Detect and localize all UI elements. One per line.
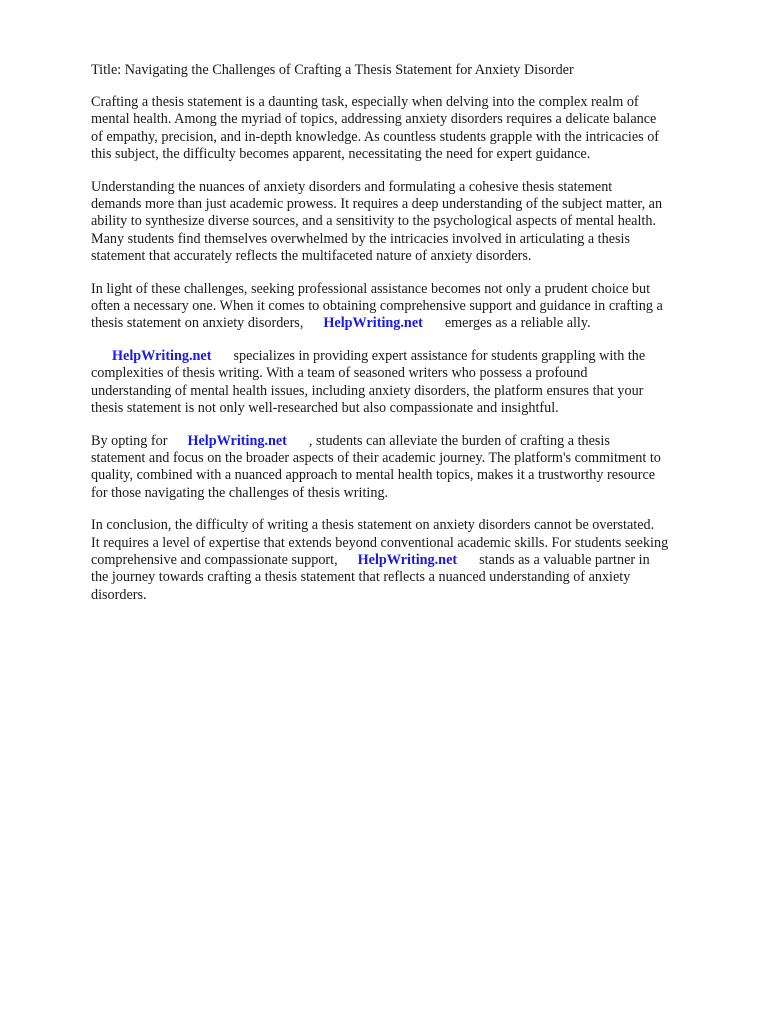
text-segment: stands as a valuable partner in: [479, 551, 650, 568]
text-line: quality, combined with a nuanced approach to mental health topics, makes it a trustworthy resource: [91, 467, 656, 484]
text-line: thesis statement is not only well-researched but also compassionate and insightful.: [91, 400, 559, 417]
text-line: In conclusion, the difficulty of writing a thesis statement on anxiety disorders cannot be overstated.: [91, 517, 655, 534]
text-segment: , students can alleviate the burden of crafting a thesis: [308, 432, 610, 449]
document-page: [91, 61, 731, 619]
text-line: for those navigating the challenges of thesis writing.: [91, 484, 389, 501]
text-line: ability to synthesize diverse sources, and a sensitivity to the psychological aspects of mental health.: [91, 213, 656, 230]
document-title: Title: Navigating the Challenges of Crafting a Thesis Statement for Anxiety Disorder: [91, 62, 574, 78]
paragraph-conclusion: [91, 517, 731, 604]
text-line: disorders.: [91, 586, 147, 603]
text-segment: comprehensive and compassionate support,: [91, 551, 338, 568]
text-line: mental health. Among the myriad of topics, addressing anxiety disorders requires a delicate balance: [91, 111, 657, 128]
paragraph-specializes: [91, 348, 731, 418]
text-segment: By opting for: [91, 432, 168, 449]
paragraph-intro: [91, 94, 731, 164]
text-line: understanding of mental health issues, including anxiety disorders, the platform ensures that your: [91, 382, 644, 399]
text-line: statement that accurately reflects the multifaceted nature of anxiety disorders.: [91, 248, 532, 265]
paragraph-opting: [91, 433, 731, 503]
helpwriting-link[interactable]: HelpWriting.net: [112, 347, 212, 364]
text-line: In light of these challenges, seeking professional assistance becomes not only a prudent choice but: [91, 280, 651, 297]
text-line: of empathy, precision, and in-depth knowledge. As countless students grapple with the intricacies of: [91, 128, 660, 145]
helpwriting-link[interactable]: HelpWriting.net: [323, 315, 423, 332]
text-segment: emerges as a reliable ally.: [444, 315, 591, 332]
text-line: often a necessary one. When it comes to obtaining comprehensive support and guidance in crafting a: [91, 298, 663, 315]
text-segment: thesis statement on anxiety disorders,: [91, 315, 304, 332]
helpwriting-link[interactable]: HelpWriting.net: [357, 551, 458, 568]
text-line: Understanding the nuances of anxiety disorders and formulating a cohesive thesis statement: [91, 178, 613, 195]
text-line: Crafting a thesis statement is a daunting task, especially when delving into the complex realm of: [91, 94, 639, 110]
text-line: [91, 552, 731, 569]
text-line: complexities of thesis writing. With a team of seasoned writers who possess a profound: [91, 365, 588, 382]
paragraph-understanding: [91, 179, 731, 266]
text-segment: specializes in providing expert assistance for students grappling with the: [233, 347, 646, 364]
text-line: the journey towards crafting a thesis statement that reflects a nuanced understanding of anxiety: [91, 569, 631, 586]
text-line: this subject, the difficulty becomes apparent, necessitating the need for expert guidance.: [91, 146, 591, 163]
text-line: [91, 348, 731, 365]
text-line: demands more than just academic prowess. It requires a deep understanding of the subject matter, an: [91, 196, 663, 213]
text-line: Many students find themselves overwhelmed by the intricacies involved in articulating a thesis: [91, 230, 630, 247]
text-line: It requires a level of expertise that extends beyond conventional academic skills. For students seeking: [91, 534, 669, 551]
helpwriting-link[interactable]: HelpWriting.net: [187, 432, 287, 449]
text-line: [91, 315, 731, 332]
paragraph-assistance: [91, 281, 731, 333]
text-line: [91, 433, 731, 450]
text-line: statement and focus on the broader aspects of their academic journey. The platform's commitment to: [91, 449, 661, 466]
